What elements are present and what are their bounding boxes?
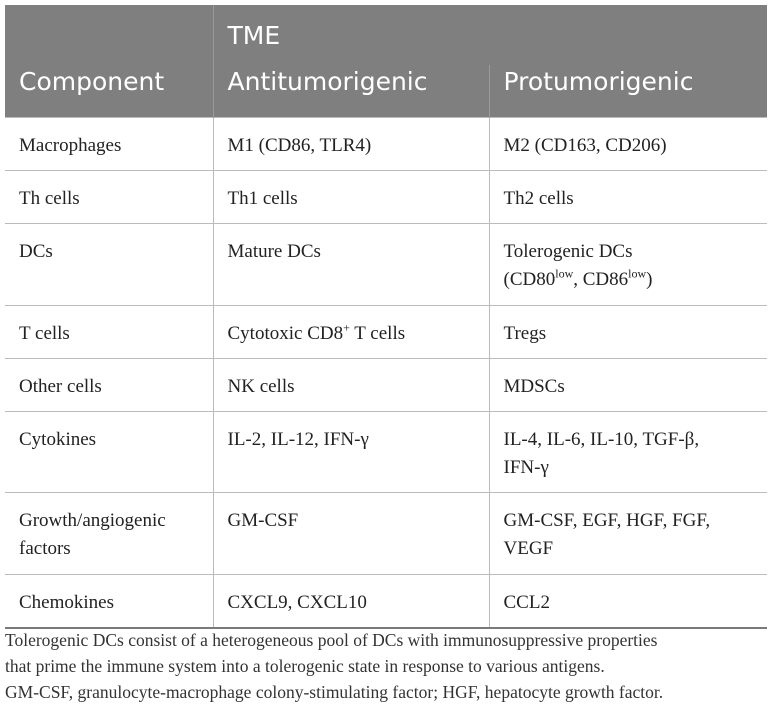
- header-columns-row: [5, 65, 767, 118]
- cell-anti: GM-CSF: [213, 493, 489, 575]
- cell-component: [5, 493, 213, 575]
- cell-component-line1: Growth/angiogenic: [19, 510, 166, 531]
- cell-anti: NK cells: [213, 359, 489, 412]
- cell-component: Macrophages: [5, 118, 213, 171]
- cell-pro-line1: IL-4, IL-6, IL-10, TGF-β,: [503, 429, 700, 450]
- cell-anti: Mature DCs: [213, 224, 489, 306]
- table-row: [5, 306, 767, 359]
- table-row: [5, 171, 767, 224]
- cell-component: Th cells: [5, 171, 213, 224]
- cell-component: Cytokines: [5, 412, 213, 493]
- superscript: low: [628, 266, 647, 281]
- table-header: [5, 5, 767, 118]
- header-group-tme: TME: [213, 5, 767, 65]
- superscript: +: [343, 320, 350, 335]
- cell-pro-line2: [503, 266, 653, 290]
- cell-pro: [489, 493, 767, 575]
- cell-anti: [213, 306, 489, 359]
- cell-component: Other cells: [5, 359, 213, 412]
- table-row: [5, 224, 767, 306]
- cell-component-line2: factors: [19, 538, 71, 559]
- header-protumorigenic: Protumorigenic: [489, 65, 767, 118]
- cell-component: Chemokines: [5, 575, 213, 629]
- table-row: [5, 118, 767, 171]
- table-body: [5, 118, 767, 629]
- text-segment: , CD86: [573, 269, 629, 290]
- text-segment: Cytotoxic CD8: [227, 323, 344, 344]
- cell-anti: IL-2, IL-12, IFN-γ: [213, 412, 489, 493]
- cell-pro: [489, 224, 767, 306]
- header-empty-cell: [5, 5, 213, 65]
- cell-component: T cells: [5, 306, 213, 359]
- cell-anti: CXCL9, CXCL10: [213, 575, 489, 629]
- header-group-row: [5, 5, 767, 65]
- header-antitumorigenic: Antitumorigenic: [213, 65, 489, 118]
- table-row: [5, 412, 767, 493]
- footnote-line: Tolerogenic DCs consist of a heterogeneous pool of DCs with immunosuppressive properties: [5, 630, 658, 650]
- superscript: low: [555, 266, 574, 281]
- cell-pro-line1: Tolerogenic DCs: [503, 241, 633, 262]
- cell-pro: Tregs: [489, 306, 767, 359]
- table-footnote: [5, 627, 767, 705]
- cell-pro-line2: IFN-γ: [503, 457, 549, 478]
- table-row: [5, 493, 767, 575]
- text-segment: T cells: [349, 323, 406, 344]
- table-row: [5, 359, 767, 412]
- cell-pro-line1: GM-CSF, EGF, HGF, FGF,: [503, 510, 711, 531]
- cell-pro-line2: VEGF: [503, 538, 554, 559]
- cell-pro: Th2 cells: [489, 171, 767, 224]
- table-row: [5, 575, 767, 629]
- cell-anti: Th1 cells: [213, 171, 489, 224]
- cell-pro: CCL2: [489, 575, 767, 629]
- text-segment: (CD80: [503, 269, 556, 290]
- cell-pro: [489, 412, 767, 493]
- footnote-line: GM-CSF, granulocyte-macrophage colony-stimulating factor; HGF, hepatocyte growth factor.: [5, 682, 664, 702]
- table-container: [5, 5, 767, 629]
- tme-table: [5, 5, 767, 629]
- header-component: Component: [5, 65, 213, 118]
- cell-component: DCs: [5, 224, 213, 306]
- cell-pro: MDSCs: [489, 359, 767, 412]
- cell-anti: M1 (CD86, TLR4): [213, 118, 489, 171]
- text-segment: ): [646, 269, 653, 290]
- footnote-line: that prime the immune system into a tolerogenic state in response to various antigens.: [5, 656, 605, 676]
- cell-pro: M2 (CD163, CD206): [489, 118, 767, 171]
